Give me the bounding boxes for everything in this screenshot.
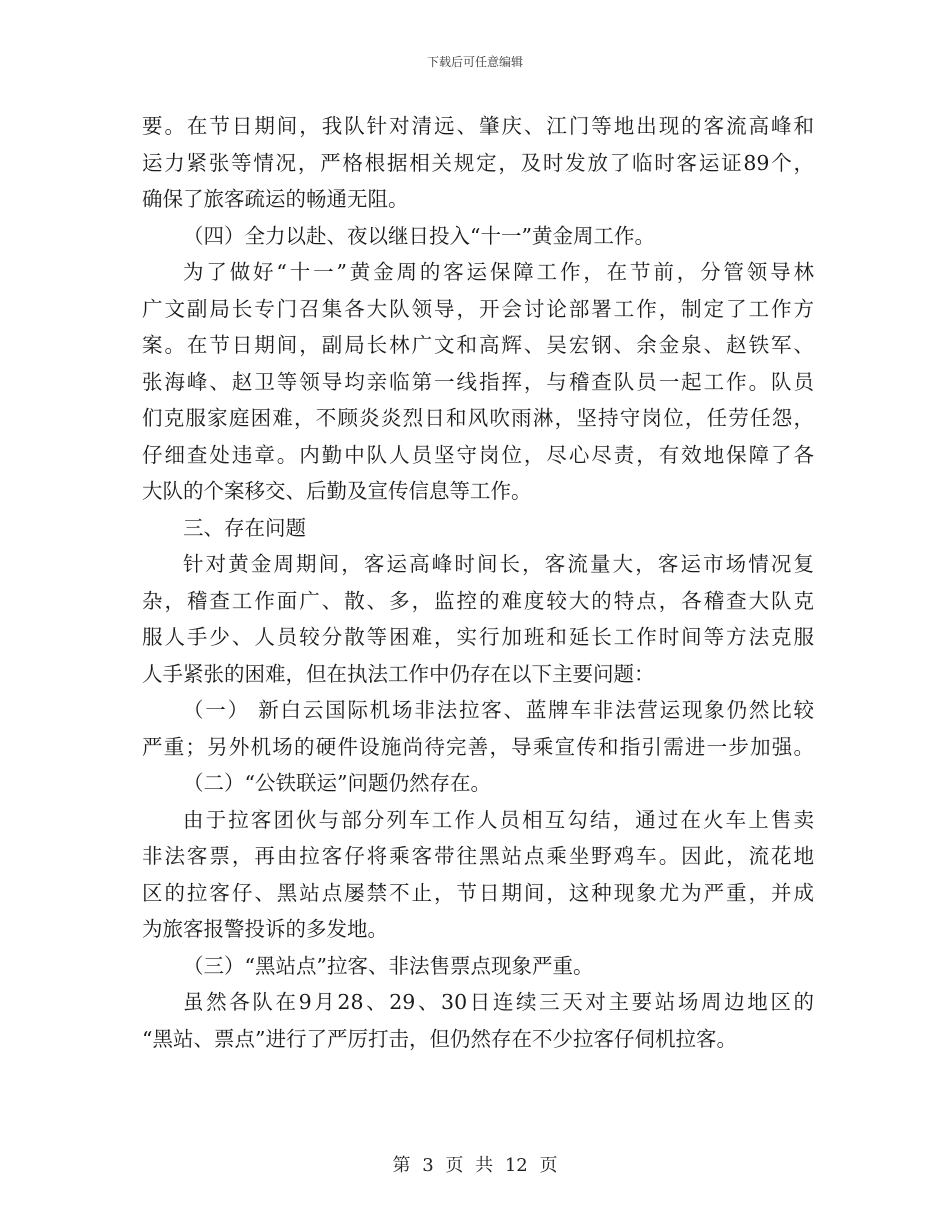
text-line: 由于拉客团伙与部分列车工作人员相互勾结，通过在火车上售卖 (183, 807, 814, 832)
section-heading: （二）“公铁联运”问题仍然存在。 (183, 771, 491, 795)
text-line: 非法客票，再由拉客仔将乘客带往黑站点乘坐野鸡车。因此，流花地 (142, 844, 814, 868)
text-line: （一） 新白云国际机场非法拉客、蓝牌车非法营运现象仍然比较 (183, 698, 814, 722)
page-header: 下载后可任意编辑 (426, 55, 523, 69)
text-line: 广文副局长专门召集各大队领导，开会讨论部署工作，制定了工作方 (142, 296, 814, 321)
section-heading: 三、存在问题 (183, 515, 306, 540)
section-heading: （四）全力以赴、夜以继日投入“十一”黄金周工作。 (183, 223, 655, 248)
text-line: 虽然各队在9月28、29、30日连续三天对主要站场周边地区的 (183, 990, 814, 1014)
text-line: “黑站、票点”进行了严厉打击，但仍然存在不少拉客仔伺机拉客。 (142, 1026, 737, 1051)
text-line: 人手紧张的困难，但在执法工作中仍存在以下主要问题： (142, 661, 655, 686)
text-line: 服人手少、人员较分散等困难，实行加班和延长工作时间等方法克服 (142, 625, 814, 649)
text-line: 为了做好“十一”黄金周的客运保障工作，在节前，分管领导林 (183, 260, 814, 284)
text-line: 为旅客报警投诉的多发地。 (142, 917, 388, 941)
text-line: 案。在节日期间，副局长林广文和高辉、吴宏钢、余金泉、赵铁军、 (142, 333, 814, 357)
text-line: 区的拉客仔、黑站点屡禁不止，节日期间，这种现象尤为严重，并成 (142, 880, 814, 905)
text-line: 仔细查处违章。内勤中队人员坚守岗位，尽心尽责，有效地保障了各 (142, 442, 814, 467)
section-heading: （三）“黑站点”拉客、非法售票点现象严重。 (183, 953, 594, 978)
text-line: 们克服家庭困难，不顾炎炎烈日和风吹雨淋，坚持守岗位，任劳任怨， (142, 406, 814, 430)
page-number: 第 3 页 共 12 页 (392, 1155, 558, 1176)
text-line: 大队的个案移交、后勤及宣传信息等工作。 (142, 479, 532, 503)
text-line: 针对黄金周期间，客运高峰时间长，客流量大，客运市场情况复 (183, 552, 814, 576)
text-line: 要。在节日期间，我队针对清远、肇庆、江门等地出现的客流高峰和 (142, 114, 814, 138)
text-line: 张海峰、赵卫等领导均亲临第一线指挥，与稽查队员一起工作。队员 (142, 369, 814, 394)
text-line: 运力紧张等情况，严格根据相关规定，及时发放了临时客运证89个， (142, 150, 814, 175)
text-line: 严重；另外机场的硬件设施尚待完善，导乘宣传和指引需进一步加强。 (142, 734, 814, 759)
text-line: 确保了旅客疏运的畅通无阻。 (142, 187, 409, 211)
document-body (142, 108, 814, 1057)
text-line: 杂，稽查工作面广、散、多，监控的难度较大的特点，各稽查大队克 (142, 588, 814, 613)
